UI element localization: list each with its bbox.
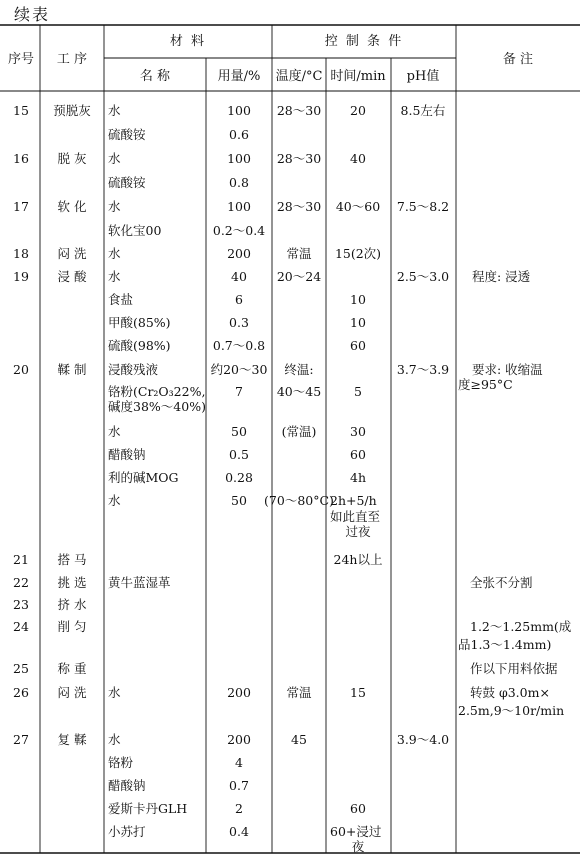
seq-cell: 18 xyxy=(13,246,29,261)
process-cell: 闷 洗 xyxy=(57,685,87,700)
time-cell: 20 xyxy=(350,103,366,118)
time-cell: 夜 xyxy=(351,839,365,854)
seq-cell: 17 xyxy=(13,199,29,214)
dosage-cell: 100 xyxy=(227,151,251,166)
process-cell: 预脱灰 xyxy=(53,103,91,118)
dosage-cell: 7 xyxy=(235,384,243,399)
material-name-cell: 硫酸铵 xyxy=(108,175,146,190)
dosage-cell: 0.3 xyxy=(229,315,249,330)
material-name-cell: 水 xyxy=(108,103,121,118)
header-dosage: 用量/% xyxy=(217,69,261,84)
dosage-cell: 约20～30 xyxy=(210,362,268,377)
dosage-cell: 40 xyxy=(231,269,247,284)
seq-cell: 24 xyxy=(13,619,29,634)
remark-cell: 2.5m,9～10r/min xyxy=(458,703,565,718)
seq-cell: 22 xyxy=(13,575,29,590)
seq-cell: 19 xyxy=(13,269,29,284)
material-name-cell: 水 xyxy=(108,269,121,284)
temp-cell: 常温 xyxy=(286,685,312,700)
dosage-cell: 0.7～0.8 xyxy=(212,338,266,353)
remark-cell: 品1.3～1.4mm) xyxy=(458,637,552,652)
process-cell: 挤 水 xyxy=(57,597,87,612)
dosage-cell: 0.8 xyxy=(229,175,249,190)
header-remark: 备 注 xyxy=(502,52,534,67)
temp-cell: (70～80°C) xyxy=(264,493,334,508)
time-cell: 4h xyxy=(349,470,367,485)
process-cell: 称 重 xyxy=(57,661,87,676)
time-cell: 如此直至 xyxy=(330,509,381,524)
time-cell: 30 xyxy=(350,424,366,439)
time-cell: 10 xyxy=(350,292,366,307)
material-name-cell: 水 xyxy=(108,424,121,439)
header-materials: 材 料 xyxy=(169,34,207,49)
seq-cell: 16 xyxy=(13,151,29,166)
seq-cell: 27 xyxy=(13,732,29,747)
temp-cell: 28～30 xyxy=(276,151,322,166)
process-cell: 闷 洗 xyxy=(57,246,87,261)
material-name-cell: 醋酸钠 xyxy=(108,447,146,462)
material-name-cell: 软化宝00 xyxy=(108,223,162,238)
temp-cell: (常温) xyxy=(281,424,317,439)
seq-cell: 21 xyxy=(13,552,29,567)
seq-cell: 25 xyxy=(13,661,29,676)
header-process: 工 序 xyxy=(56,52,88,67)
material-name-cell: 碱度38%～40%) xyxy=(108,399,206,414)
material-name-cell: 水 xyxy=(108,151,121,166)
process-cell: 复 鞣 xyxy=(57,732,87,747)
ph-cell: 8.5左右 xyxy=(400,103,446,118)
time-cell: 15 xyxy=(350,685,366,700)
material-name-cell: 食盐 xyxy=(108,292,134,307)
process-cell: 鞣 制 xyxy=(57,362,87,377)
time-cell: 40～60 xyxy=(335,199,381,214)
header-time: 时间/min xyxy=(330,69,386,84)
remark-cell: 1.2～1.25mm(成 xyxy=(470,619,572,634)
time-cell: 5 xyxy=(354,384,362,399)
dosage-cell: 100 xyxy=(227,199,251,214)
dosage-cell: 0.6 xyxy=(229,127,249,142)
dosage-cell: 200 xyxy=(227,685,251,700)
material-name-cell: 水 xyxy=(108,246,121,261)
process-cell: 软 化 xyxy=(57,199,87,214)
remark-cell: 度≥95°C xyxy=(458,377,513,392)
table-caption: 续表 xyxy=(14,5,51,24)
dosage-cell: 6 xyxy=(235,292,243,307)
material-name-cell: 醋酸钠 xyxy=(108,778,146,793)
ph-cell: 2.5～3.0 xyxy=(396,269,450,284)
remark-cell: 作以下用料依据 xyxy=(470,661,558,676)
material-name-cell: 水 xyxy=(108,732,121,747)
material-name-cell: 利的碱MOG xyxy=(108,470,179,485)
dosage-cell: 0.4 xyxy=(229,824,249,839)
header-ph: pH值 xyxy=(406,69,440,84)
dosage-cell: 2 xyxy=(235,801,243,816)
material-name-cell: 铬粉(Cr₂O₃22%, xyxy=(108,384,206,399)
time-cell: 60 xyxy=(350,338,366,353)
material-name-cell: 水 xyxy=(108,493,121,508)
remark-cell: 全张不分割 xyxy=(470,575,533,590)
remark-cell: 要求: 收缩温 xyxy=(472,362,543,377)
dosage-cell: 0.7 xyxy=(229,778,249,793)
ph-cell: 3.7～3.9 xyxy=(396,362,450,377)
dosage-cell: 50 xyxy=(231,493,247,508)
header-control: 控 制 条 件 xyxy=(324,34,404,49)
dosage-cell: 0.28 xyxy=(225,470,253,485)
material-name-cell: 水 xyxy=(108,685,121,700)
temp-cell: 28～30 xyxy=(276,199,322,214)
time-cell: 2h+5/h xyxy=(330,493,377,508)
material-name-cell: 小苏打 xyxy=(108,824,146,839)
temp-cell: 终温: xyxy=(284,362,314,377)
material-name-cell: 硫酸铵 xyxy=(108,127,146,142)
process-cell: 削 匀 xyxy=(57,619,87,634)
process-cell: 脱 灰 xyxy=(57,151,87,166)
time-cell: 60 xyxy=(350,801,366,816)
header-seq: 序号 xyxy=(7,52,35,67)
time-cell: 60+浸过 xyxy=(330,824,382,839)
dosage-cell: 200 xyxy=(227,732,251,747)
dosage-cell: 0.2～0.4 xyxy=(212,223,266,238)
dosage-cell: 200 xyxy=(227,246,251,261)
header-name: 名 称 xyxy=(139,69,171,84)
material-name-cell: 爱斯卡丹GLH xyxy=(108,801,188,816)
process-cell: 挑 选 xyxy=(57,575,87,590)
material-name-cell: 硫酸(98%) xyxy=(108,338,171,353)
seq-cell: 15 xyxy=(13,103,29,118)
temp-cell: 常温 xyxy=(286,246,312,261)
material-name-cell: 水 xyxy=(108,199,121,214)
ph-cell: 3.9～4.0 xyxy=(396,732,450,747)
temp-cell: 20～24 xyxy=(276,269,322,284)
seq-cell: 20 xyxy=(13,362,29,377)
time-cell: 40 xyxy=(350,151,366,166)
temp-cell: 40～45 xyxy=(276,384,322,399)
process-cell: 浸 酸 xyxy=(57,269,87,284)
header-temp: 温度/°C xyxy=(275,69,323,84)
time-cell: 10 xyxy=(350,315,366,330)
material-name-cell: 甲酸(85%) xyxy=(108,315,171,330)
dosage-cell: 50 xyxy=(231,424,247,439)
seq-cell: 23 xyxy=(13,597,29,612)
material-name-cell: 黄牛蓝湿革 xyxy=(108,575,171,590)
time-cell: 60 xyxy=(350,447,366,462)
process-cell: 搭 马 xyxy=(57,552,87,567)
time-cell: 24h以上 xyxy=(333,552,383,567)
temp-cell: 45 xyxy=(291,732,307,747)
time-cell: 过夜 xyxy=(345,524,371,539)
temp-cell: 28～30 xyxy=(276,103,322,118)
dosage-cell: 100 xyxy=(227,103,251,118)
remark-cell: 转鼓 φ3.0m× xyxy=(470,685,550,700)
material-name-cell: 浸酸残液 xyxy=(108,362,159,377)
seq-cell: 26 xyxy=(13,685,29,700)
remark-cell: 程度: 浸透 xyxy=(472,269,531,284)
material-name-cell: 铬粉 xyxy=(108,755,134,770)
ph-cell: 7.5～8.2 xyxy=(396,199,450,214)
dosage-cell: 4 xyxy=(235,755,243,770)
dosage-cell: 0.5 xyxy=(229,447,249,462)
time-cell: 15(2次) xyxy=(334,246,382,261)
